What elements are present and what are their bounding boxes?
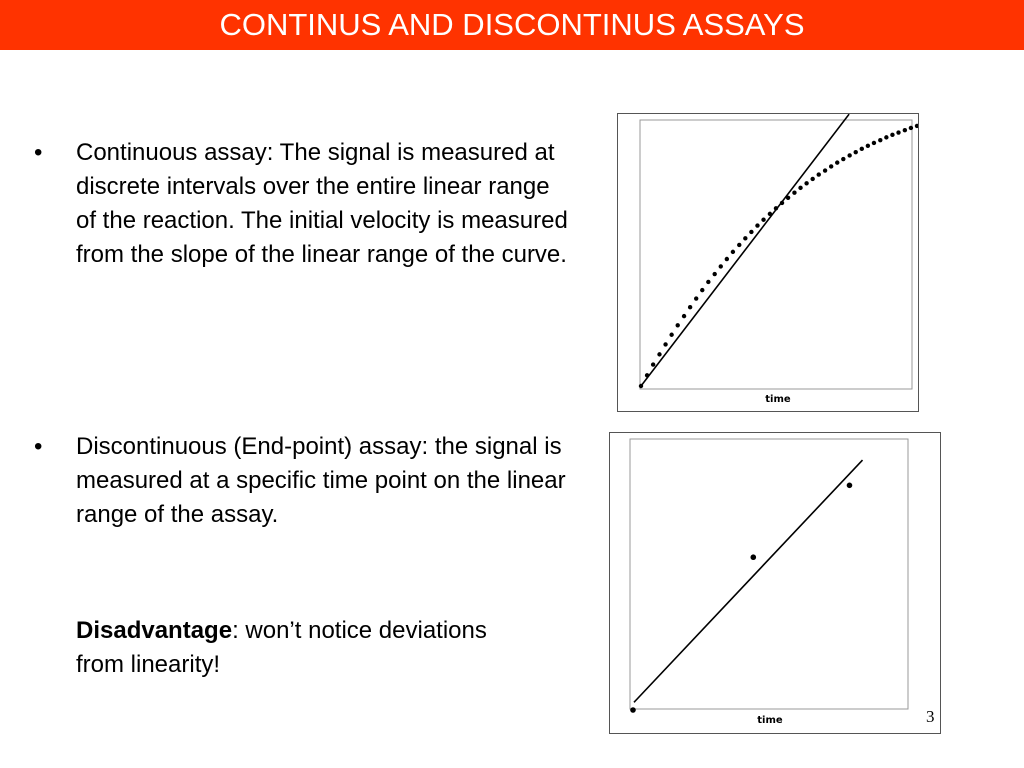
data-point (750, 554, 756, 560)
disadvantage-label: Disadvantage (76, 617, 233, 644)
data-point (725, 257, 729, 261)
data-point (847, 153, 851, 157)
bullet-discontinuous (34, 430, 576, 532)
data-point (688, 305, 692, 309)
data-point (792, 191, 796, 195)
data-point (915, 124, 918, 128)
chart-marks (630, 460, 862, 713)
data-point (884, 135, 888, 139)
data-point (817, 172, 821, 176)
data-point (669, 333, 673, 337)
data-point (841, 157, 845, 161)
bullet-marker: • (34, 139, 43, 166)
data-point (798, 186, 802, 190)
data-point (651, 362, 655, 366)
data-point (804, 181, 808, 185)
disadvantage-text: : won’t notice deviations from linearity! (76, 617, 487, 678)
slide-title: CONTINUS AND DISCONTINUS ASSAYS (219, 7, 805, 42)
data-point (663, 342, 667, 346)
plot-frame (630, 439, 908, 709)
initial-slope-line (641, 114, 849, 386)
data-point (761, 218, 765, 222)
disadvantage-note (76, 614, 516, 682)
data-point (878, 138, 882, 142)
plot-frame (640, 120, 912, 389)
data-point (749, 230, 753, 234)
data-point (682, 314, 686, 318)
data-point (630, 707, 636, 713)
data-point (755, 223, 759, 227)
x-axis-label: time (757, 715, 783, 726)
data-point (712, 272, 716, 276)
bullet-continuous (34, 136, 576, 272)
bullet-text: Discontinuous (End-point) assay: the signal is measured at a specific time point on the linear range of the assay. (76, 433, 566, 528)
data-point (890, 133, 894, 137)
data-point (743, 236, 747, 240)
data-point (847, 483, 853, 489)
data-point (854, 150, 858, 154)
data-point (903, 128, 907, 132)
data-point (706, 280, 710, 284)
continuous-assay-figure (617, 113, 919, 412)
initial-slope-line (634, 460, 863, 702)
page-number: 3 (926, 707, 935, 726)
data-point (810, 177, 814, 181)
data-point (835, 160, 839, 164)
data-point (657, 352, 661, 356)
data-point (719, 264, 723, 268)
data-point (909, 126, 913, 130)
continuous-assay-chart (618, 114, 918, 411)
discontinuous-assay-figure (609, 432, 941, 734)
data-point (860, 147, 864, 151)
discontinuous-assay-chart (610, 433, 940, 733)
bullet-text: Continuous assay: The signal is measured at discrete intervals over the entire linear range of the reaction. The initial velocity is measured from the slope of the linear range of the curve. (76, 139, 568, 268)
data-point (737, 243, 741, 247)
x-axis-label: time (765, 394, 791, 405)
data-point (694, 296, 698, 300)
chart-marks (639, 114, 918, 388)
data-point (676, 323, 680, 327)
data-point (866, 144, 870, 148)
data-point (872, 141, 876, 145)
bullet-marker: • (34, 433, 43, 460)
data-point (700, 288, 704, 292)
title-bar (0, 0, 1024, 50)
data-point (731, 250, 735, 254)
data-point (829, 164, 833, 168)
data-point (896, 130, 900, 134)
data-point (823, 168, 827, 172)
